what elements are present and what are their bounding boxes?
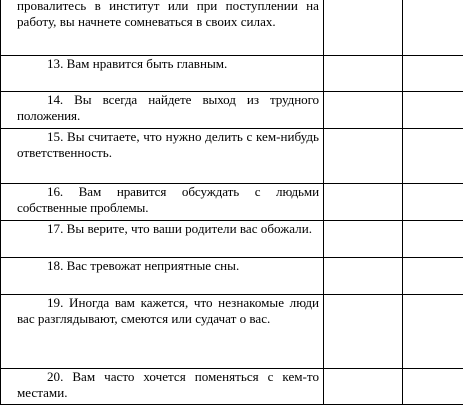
question-cell xyxy=(1,92,324,129)
question-cell xyxy=(1,0,324,56)
answer-cell-yes[interactable] xyxy=(324,258,403,295)
answer-cell-no[interactable] xyxy=(403,258,463,295)
answer-cell-no[interactable] xyxy=(403,0,463,56)
table-row xyxy=(1,369,463,405)
answer-cell-no[interactable] xyxy=(403,56,463,92)
table-row xyxy=(1,92,463,129)
answer-cell-yes[interactable] xyxy=(324,295,403,369)
question-text: 16. Вам нравится обсуждать с людьми собственные проблемы. xyxy=(17,184,319,215)
question-cell xyxy=(1,258,324,295)
question-cell xyxy=(1,369,324,405)
answer-cell-no[interactable] xyxy=(403,184,463,221)
question-text: 14. Вы всегда найдете выход из трудного положения. xyxy=(17,92,319,123)
table-row xyxy=(1,0,463,56)
question-text: 18. Вас тревожат неприятные сны. xyxy=(47,258,240,273)
question-cell xyxy=(1,221,324,258)
answer-cell-yes[interactable] xyxy=(324,184,403,221)
question-cell xyxy=(1,295,324,369)
table-row xyxy=(1,221,463,258)
question-cell xyxy=(1,129,324,184)
answer-cell-no[interactable] xyxy=(403,92,463,129)
table-row xyxy=(1,129,463,184)
question-text: провалитесь в институт или при поступлении на работу, вы начнете сомневаться в своих силах. xyxy=(17,0,319,29)
answer-cell-yes[interactable] xyxy=(324,56,403,92)
answer-cell-yes[interactable] xyxy=(324,0,403,56)
question-text: 20. Вам часто хочется поменяться с кем-то местами. xyxy=(17,369,319,400)
answer-cell-no[interactable] xyxy=(403,129,463,184)
table-row xyxy=(1,56,463,92)
question-text: 19. Иногда вам кажется, что незнакомые люди вас разглядывают, смеются или судачат о вас. xyxy=(17,295,319,326)
answer-cell-yes[interactable] xyxy=(324,221,403,258)
table-row xyxy=(1,295,463,369)
question-cell xyxy=(1,184,324,221)
question-cell xyxy=(1,56,324,92)
answer-cell-no[interactable] xyxy=(403,295,463,369)
answer-cell-yes[interactable] xyxy=(324,92,403,129)
question-text: 13. Вам нравится быть главным. xyxy=(47,56,228,71)
answer-cell-no[interactable] xyxy=(403,221,463,258)
answer-cell-yes[interactable] xyxy=(324,129,403,184)
table-row xyxy=(1,184,463,221)
answer-cell-yes[interactable] xyxy=(324,369,403,405)
question-text: 15. Вы считаете, что нужно делить с кем-нибудь ответственность. xyxy=(17,129,319,160)
question-text: 17. Вы верите, что ваши родители вас обожали. xyxy=(47,221,312,236)
table-row xyxy=(1,258,463,295)
answer-cell-no[interactable] xyxy=(403,369,463,405)
